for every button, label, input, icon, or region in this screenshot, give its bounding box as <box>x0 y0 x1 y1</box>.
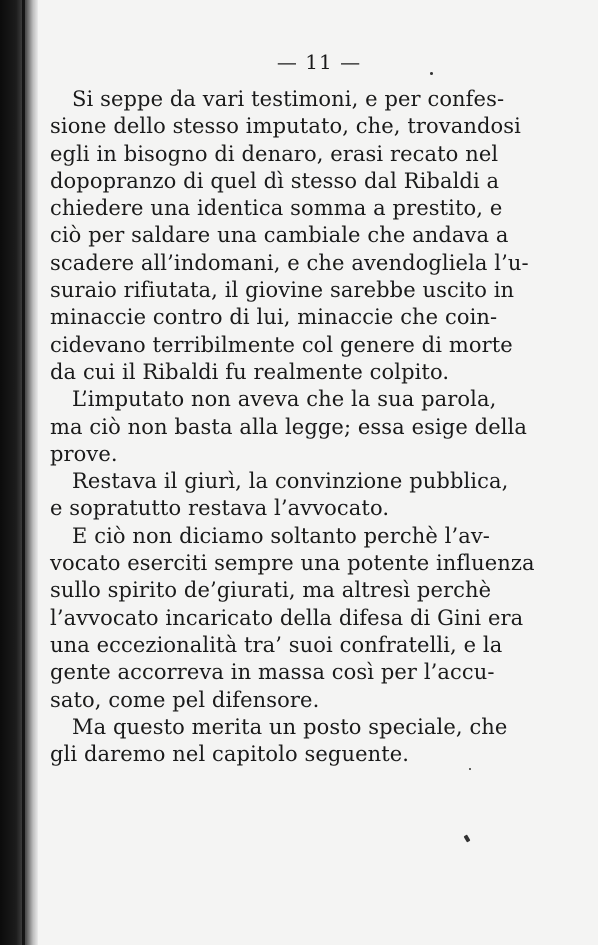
text-line: sullo spirito de’giurati, ma altresì perchè <box>50 578 492 603</box>
text-line: egli in bisogno di denaro, erasi recato nel <box>50 141 499 166</box>
text-line: minaccie contro di lui, minaccie che coin- <box>50 305 498 330</box>
page-number: — 11 — <box>276 50 362 74</box>
ink-speck <box>469 768 471 770</box>
binding-edge <box>0 0 38 945</box>
text-line: L’imputato non aveva che la sua parola, <box>72 387 497 412</box>
text-line: cidevano terribilmente col genere di morte <box>50 332 513 357</box>
ink-speck <box>430 72 433 75</box>
text-line: ma ciò non basta alla legge; essa esige della <box>50 414 527 439</box>
text-line: E ciò non diciamo soltanto perchè l’av- <box>72 523 491 548</box>
text-line: gente accorreva in massa così per l’accu- <box>50 660 495 685</box>
text-line: l’avvocato incaricato della difesa di Gini era <box>50 605 524 630</box>
text-line: vocato eserciti sempre una potente influenza <box>50 551 535 576</box>
text-line: sione dello stesso imputato, che, trovandosi <box>50 114 521 139</box>
text-line: scadere all’indomani, e che avendogliela l’u- <box>50 250 529 275</box>
text-line: Ma questo merita un posto speciale, che <box>72 714 508 739</box>
text-line: una eccezionalità tra’ suoi confratelli, e la <box>50 632 503 657</box>
text-line: dopopranzo di quel dì stesso dal Ribaldi a <box>50 168 500 193</box>
body-text <box>50 86 535 768</box>
text-line: da cui il Ribaldi fu realmente colpito. <box>50 359 450 384</box>
text-line: Restava il giurì, la convinzione pubblica, <box>72 469 509 494</box>
text-line: Si seppe da vari testimoni, e per confes- <box>72 87 505 111</box>
text-line: gli daremo nel capitolo seguente. <box>50 742 410 767</box>
text-line: sato, come pel difensore. <box>50 687 320 712</box>
text-line: ciò per saldare una cambiale che andava a <box>50 223 509 248</box>
text-line: e sopratutto restava l’avvocato. <box>50 496 390 521</box>
text-line: suraio rifiutata, il giovine sarebbe uscito in <box>50 278 515 303</box>
text-line: prove. <box>50 441 118 466</box>
ink-speck <box>464 834 471 842</box>
gutter-line <box>22 0 25 945</box>
text-line: chiedere una identica somma a prestito, e <box>50 196 503 221</box>
